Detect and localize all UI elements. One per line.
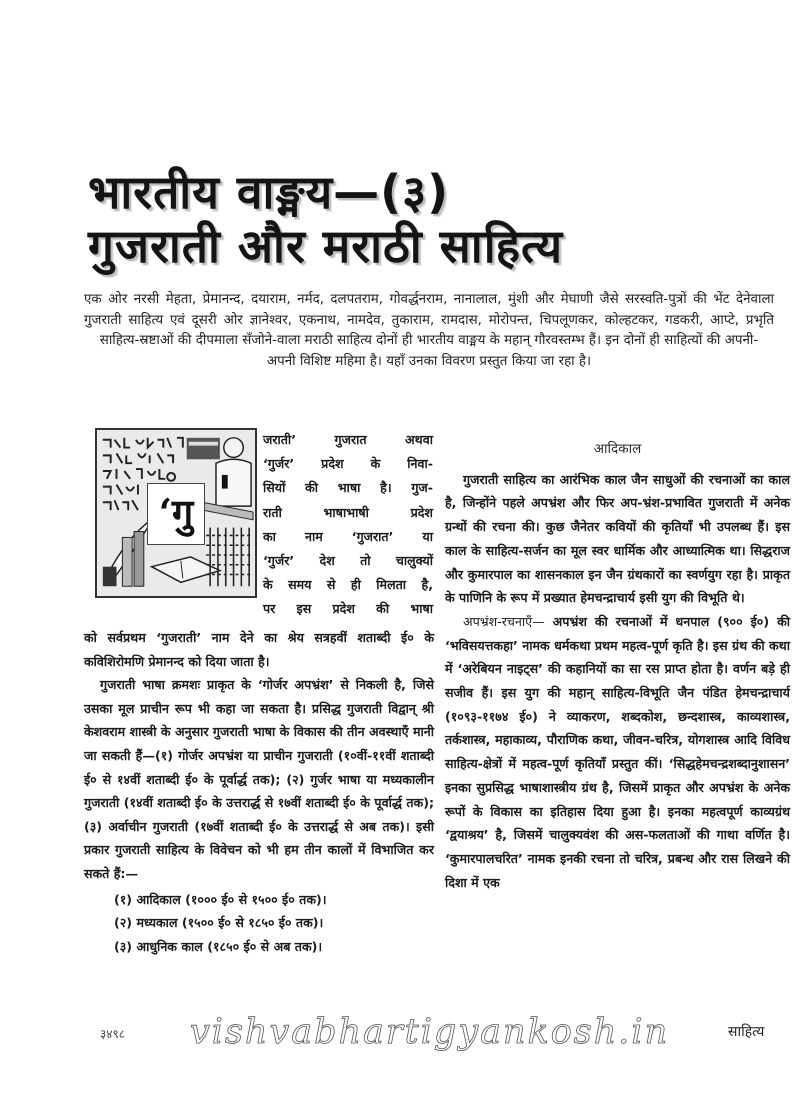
right-column (445, 438, 790, 894)
period-item: (१) आदिकाल (१००० ई० से १५०० ई० तक)। (114, 891, 327, 907)
left-para2: गुजराती भाषा क्रमशः प्राकृत के ‘गोर्जर अपभ्रंश’ से निकली है, जिसे उसका मूल प्राचीन रूप भी कहा जा सकता है। प्रसिद्ध गुजराती विद्वान् श्री केशवराम शास्त्री के अनुसार गुजराती भाषा के विकास की तीन अवस्थाएँ मानी जा सकती हैं—(१) गोर्जर अपभ्रंश या प्राचीन गुजराती (१०वीं-११वीं शताब्दी ई० से १४वीं शताब्दी ई० के पूर्वार्द्ध तक); (२) गुर्जर भाषा या मध्यकालीन गुजराती (१४वीं शताब्दी ई० के उत्तरार्द्ध से १७वीं शताब्दी ई० के पूर्वार्द्ध तक); (३) अर्वाचीन गुजराती (१७वीं शताब्दी ई० के उत्तरार्द्ध से अब तक)। इसी प्रकार गुजराती साहित्य के विवेचन को भी हम तीन कालों में विभाजित कर सकते हैं:— (84, 677, 434, 881)
wrap-line: ‘गुर्जर’ प्रदेश के निवा- (263, 456, 433, 472)
subheading-apabhramsha: अपभ्रंश-रचनाएँ— (463, 613, 545, 629)
wrap-text-beside-illustration (263, 428, 433, 622)
right-para2 (445, 610, 790, 894)
wrap-line: का नाम ‘गुजरात’ या (263, 528, 433, 544)
right-para1: गुजराती साहित्य का आरंभिक काल जैन साधुओं की रचनाओं का काल है, जिन्होंने पहले अपभ्रंश और फिर अप-भ्रंश-प्रभावित गुजराती में अनेक ग्रन्थों की रचना की। कुछ जैनेतर कवियों की कृतियाँ भी उपलब्ध हैं। इस काल के साहित्य-सर्जन का मूल स्वर धार्मिक और आध्यात्मिक था। सिद्धराज और कुमारपाल का शासनकाल इन जैन ग्रंथकारों का स्वर्णयुग रहा है। प्राकृत के पाणिनि के रूप में प्रख्यात हेमचन्द्राचार्य इसी युग की विभूति थे। (445, 471, 790, 606)
right-para2-body: अपभ्रंश की रचनाओं में धनपाल (९०० ई०) की ‘भविसयत्तकहा’ नामक धर्मकथा प्रथम महत्व-पूर्ण कृति है। इस ग्रंथ की कथा में ‘अरेबियन नाइट्स’ की कहानियों का सा रस प्राप्त होता है। वर्णन बड़े ही सजीव हैं। इस युग की महान् साहित्य-विभूति जैन पंडित हेमचन्द्राचार्य (१०९३-११७४ ई०) ने व्याकरण, शब्दकोश, छन्दशास्त्र, काव्यशास्त्र, तर्कशास्त्र, महाकाव्य, पौराणिक कथा, जीवन-चरित्र, योगशास्त्र आदि विविध साहित्य-क्षेत्रों में महत्व-पूर्ण कृतियाँ प्रस्तुत कीं। ‘सिद्धहेमचन्द्रशब्दानुशासन’ इनका सुप्रसिद्ध भाषाशास्त्रीय ग्रंथ है, जिसमें प्राकृत और अपभ्रंश के अनेक रूपों के विकास का इतिहास दिया हुआ है। इनका महत्वपूर्ण काव्यग्रंथ ‘द्वयाश्रय’ है, जिसमें चालुक्यवंश की अस-फलताओं की गाथा वर्णित है। ‘कुमारपालचरित’ नामक इनकी रचना तो चरित्र, प्रबन्ध और रास लिखने की दिशा में एक (445, 613, 790, 890)
page-number: ३४९८ (100, 1027, 125, 1041)
drop-cap-letter: ‘गु (147, 483, 205, 545)
manuscript-scholar-illustration (95, 428, 257, 598)
intro-text-tail: अपनी विशिष्ट महिमा है। यहाँ उनका विवरण प्रस्तुत किया जा रहा है। (266, 353, 592, 369)
period-item: (३) आधुनिक काल (१८५० ई० से अब तक)। (114, 938, 323, 954)
period-item: (२) मध्यकाल (१५०० ई० से १८५० ई० तक)। (114, 915, 324, 931)
wrap-line: राती भाषाभाषी प्रदेश (263, 504, 433, 520)
left-column (84, 626, 434, 958)
watermark: vishvabhartigyankosh.in (190, 1012, 670, 1052)
intro-text: एक ओर नरसी मेहता, प्रेमानन्द, दयाराम, नर्मद, दलपतराम, गोवर्द्धनराम, नानालाल, मुंशी और मेघाणी जैसे सरस्वति-पुत्रों की भेंट देनेवाला गुजराती साहित्य एवं दूसरी ओर ज्ञानेश्वर, एकनाथ, नामदेव, तुकाराम, रामदास, मोरोपन्त, चिपलूणकर, कोल्हटकर, गडकरी, आप्टे, प्रभृति साहित्य-स्रष्टाओं की दीपमाला सँजोने-वाला मराठी साहित्य दोनों ही भारतीय वाङ्मय के महान् गौरवस्तम्भ हैं। इन दोनों ही साहित्यों की अपनी- (84, 292, 774, 349)
article-title-line1: भारतीय वाङ्मय—(३) (88, 165, 450, 219)
wrap-line: जराती’ गुजरात अथवा (263, 432, 433, 447)
left-para1-continuation: को सर्वप्रथम ‘गुजराती’ नाम देने का श्रेय सत्रहवीं शताब्दी ई० के कविशिरोमणि प्रेमानन्द को दिया जाता है। (84, 630, 434, 669)
intro-paragraph (84, 290, 774, 372)
period-list (114, 888, 434, 959)
article-title-line2: गुजराती और मराठी साहित्य (88, 219, 564, 273)
wrap-line: ‘गुर्जर’ देश तो चालुक्यों (263, 553, 433, 569)
wrap-line: के समय से ही मिलता है, (263, 577, 433, 593)
wrap-line: सियों की भाषा है। गुज- (263, 480, 433, 496)
section-label: साहित्य (728, 1024, 765, 1040)
wrap-line: पर इस प्रदेश की भाषा (263, 601, 433, 617)
section-heading-adikal: आदिकाल (593, 441, 642, 457)
